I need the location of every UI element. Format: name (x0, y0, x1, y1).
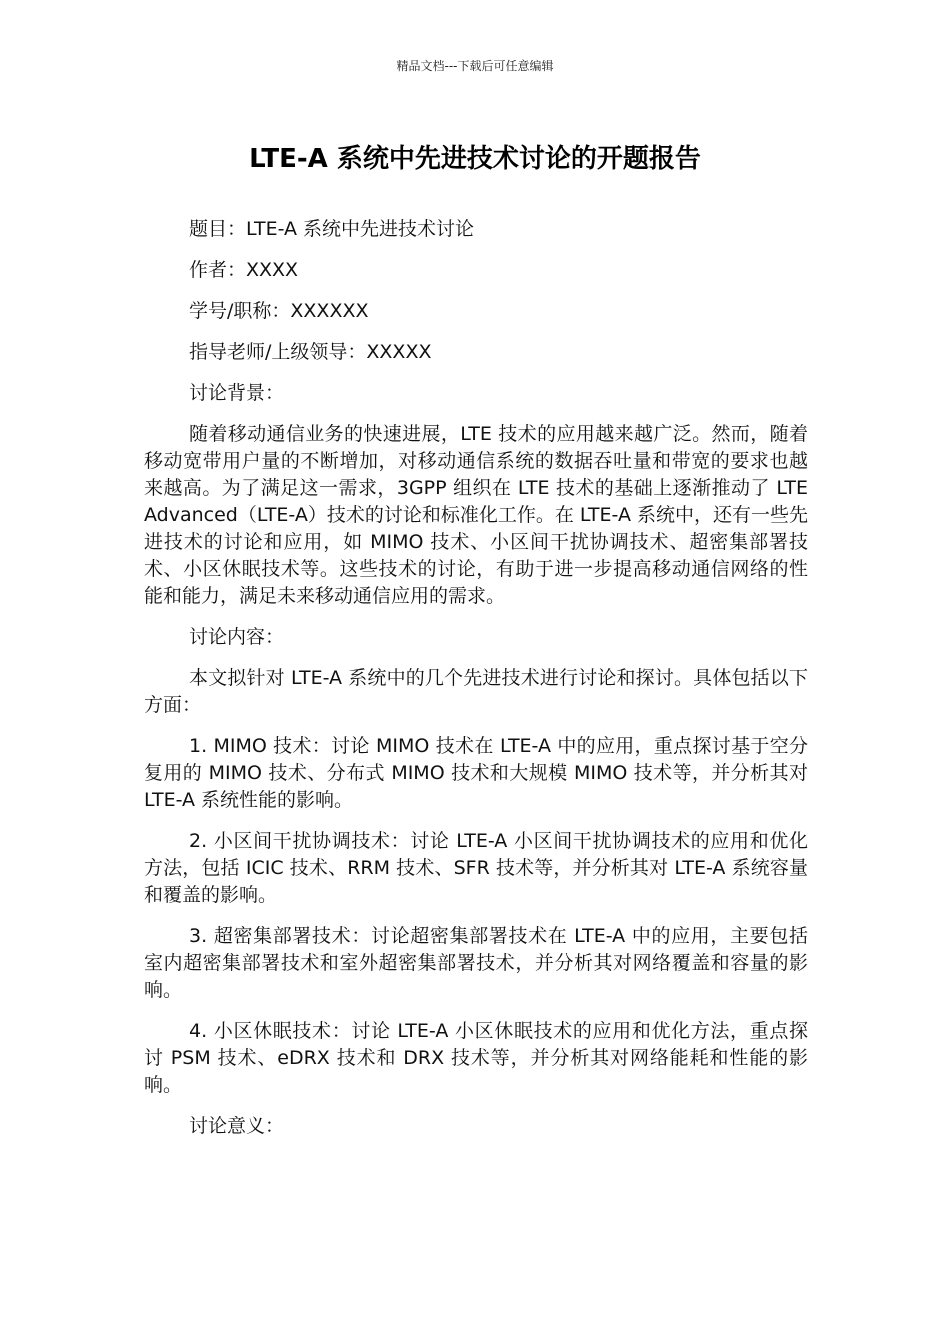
topic-line: 题目：LTE-A 系统中先进技术讨论 (189, 218, 475, 240)
significance-heading: 讨论意义： (189, 1115, 285, 1137)
document-title: LTE-A 系统中先进技术讨论的开题报告 (249, 144, 701, 174)
author-line: 作者：XXXX (189, 259, 299, 281)
page-header: 精品文档---下载后可任意编辑 (396, 59, 554, 73)
content-item-mimo: 1. MIMO 技术：讨论 MIMO 技术在 LTE-A 中的应用，重点探讨基于空分复用的 MIMO 技术、分布式 MIMO 技术和大规模 MIMO 技术等，并分析其对 LTE-A 系统性能的影响。 (144, 735, 808, 811)
student-id-line: 学号/职称：XXXXXX (189, 300, 369, 322)
content-heading: 讨论内容： (189, 626, 285, 648)
document-body (144, 216, 808, 1154)
content-item-ultra-dense: 3. 超密集部署技术：讨论超密集部署技术在 LTE-A 中的应用，主要包括室内超密集部署技术和室外超密集部署技术，并分析其对网络覆盖和容量的影响。 (144, 925, 808, 1001)
background-paragraph: 随着移动通信业务的快速进展，LTE 技术的应用越来越广泛。然而，随着移动宽带用户量的不断增加，对移动通信系统的数据吞吐量和带宽的要求也越来越高。为了满足这一需求，3GPP 组织在 LTE 技术的基础上逐渐推动了 LTE Advanced（LTE-A）技术的讨论和标准化工作。在 LTE-A 系统中，还有一些先进技术的讨论和应用，如 MIMO 技术、小区间干扰协调技术、超密集部署技术、小区休眠技术等。这些技术的讨论，有助于进一步提高移动通信网络的性能和能力，满足未来移动通信应用的需求。 (144, 423, 808, 607)
content-item-interference: 2. 小区间干扰协调技术：讨论 LTE-A 小区间干扰协调技术的应用和优化方法，包括 ICIC 技术、RRM 技术、SFR 技术等，并分析其对 LTE-A 系统容量和覆盖的影响。 (144, 830, 808, 906)
content-item-cell-sleep: 4. 小区休眠技术：讨论 LTE-A 小区休眠技术的应用和优化方法，重点探讨 PSM 技术、eDRX 技术和 DRX 技术等，并分析其对网络能耗和性能的影响。 (144, 1020, 808, 1096)
content-intro-paragraph: 本文拟针对 LTE-A 系统中的几个先进技术进行讨论和探讨。具体包括以下方面： (144, 667, 808, 716)
background-heading: 讨论背景： (189, 382, 285, 404)
advisor-line: 指导老师/上级领导：XXXXX (189, 341, 432, 363)
